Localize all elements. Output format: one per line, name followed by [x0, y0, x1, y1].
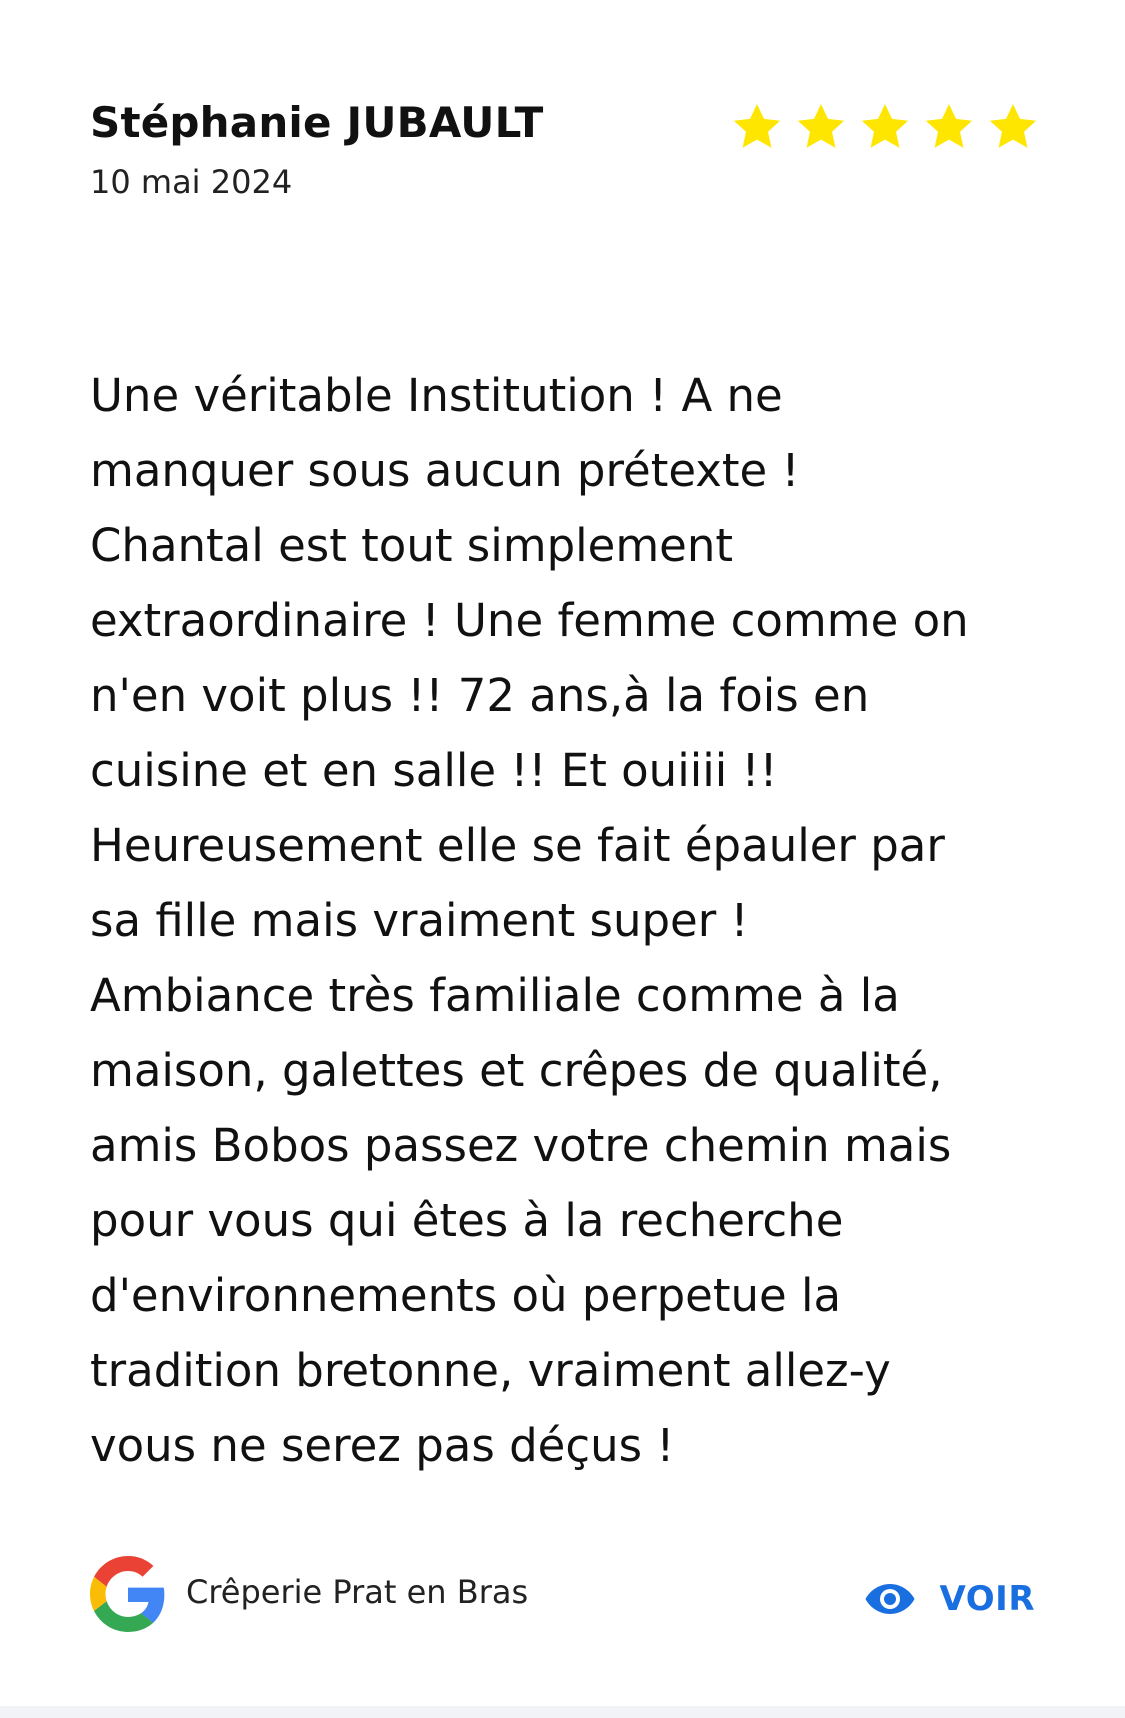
business-name: Crêperie Prat en Bras	[186, 1573, 529, 1611]
google-logo-icon	[90, 1555, 166, 1633]
bottom-divider	[0, 1706, 1125, 1718]
view-review-button[interactable]	[864, 1575, 1035, 1623]
star-rating	[730, 100, 1040, 156]
view-button-label: VOIR	[939, 1579, 1035, 1619]
review-date: 10 mai 2024	[90, 163, 293, 201]
eye-icon	[864, 1582, 916, 1616]
reviewer-name: Stéphanie JUBAULT	[90, 98, 544, 147]
star-icon	[922, 100, 976, 154]
star-icon	[858, 100, 912, 154]
star-icon	[730, 100, 784, 154]
star-icon	[794, 100, 848, 154]
review-footer	[90, 1555, 1035, 1635]
review-text: Une véritable Institution ! A ne manquer sous aucun prétexte ! Chantal est tout simplement extraordinaire ! Une femme comme on n'en voit plus !! 72 ans,à la fois en cuisine et en salle !! Et ouiiii !! Heureusement elle se fait épauler par sa fille mais vraiment super ! Ambiance très familiale comme à la maison, galettes et crêpes de qualité, amis Bobos passez votre chemin mais pour vous qui êtes à la recherche d'environnements où perpetue la tradition bretonne, vraiment allez-y vous ne serez pas déçus !	[90, 369, 969, 1472]
star-icon	[986, 100, 1040, 154]
